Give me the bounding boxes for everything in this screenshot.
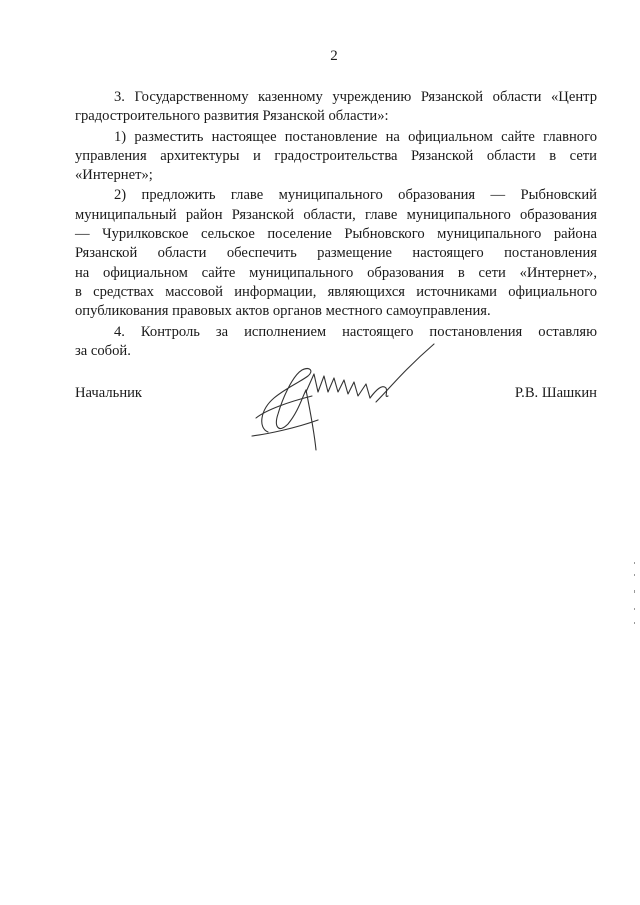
text-line: градостроительного развития Рязанской области»: [75,108,389,125]
text-line: управления архитектуры и градостроительства Рязанской области в сети [75,147,597,164]
text-line: муниципальный район Рязанской области, главе муниципального образования [75,206,597,223]
text-line: за собой. [75,342,131,359]
position-title: Начальник [75,385,143,401]
signer-name: Р.В. Шашкин [514,385,597,401]
handwritten-signature [248,340,438,452]
paragraph-item-3 [75,88,597,127]
text-line: «Интернет»; [75,167,153,184]
text-line: 4. Контроль за исполнением настоящего постановления оставляю [114,323,597,340]
paragraph-subitem-2 [75,186,597,321]
text-line: опубликования правовых актов органов местного самоуправления. [75,303,491,320]
paragraph-subitem-1 [75,128,597,186]
document-body [75,88,597,361]
page-number: 2 [330,48,338,64]
text-line: 2) предложить главе муниципального образования — Рыбновский [114,187,597,204]
text-line: Рязанской области обеспечить размещение настоящего постановления [75,245,597,262]
text-line: 1) разместить настоящее постановление на официальном сайте главного [114,128,597,145]
scan-edge-marks [633,560,636,630]
text-line: — Чурилковское сельское поселение Рыбновского муниципального района [75,226,597,243]
text-line: в средствах массовой информации, являющихся источниками официального [75,283,597,300]
text-line: на официальном сайте муниципального образования в сети «Интернет», [75,264,597,281]
text-line: 3. Государственному казенному учреждению Рязанской области «Центр [114,89,597,105]
